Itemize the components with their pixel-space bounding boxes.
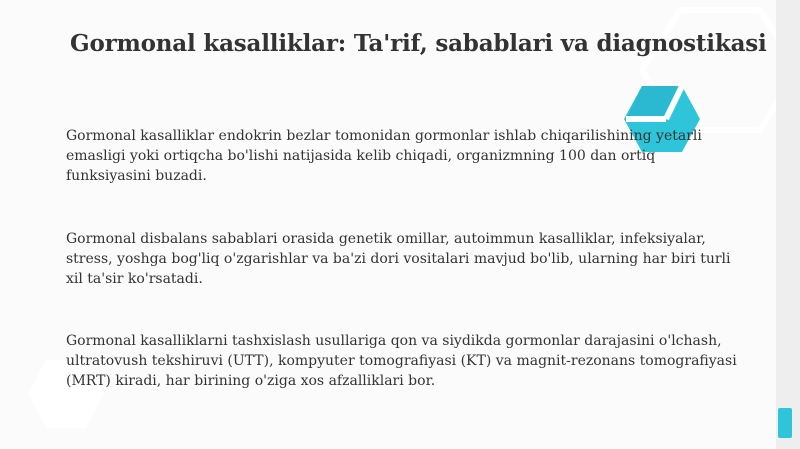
slide-title: Gormonal kasalliklar: Ta'rif, sabablari va diagnostikasi (70, 30, 767, 57)
slide-position-marker[interactable] (778, 408, 792, 438)
paragraph-diagnostics: Gormonal kasalliklarni tashxislash usullariga qon va siydikda gormonlar darajasini o'lchash, ultratovush tekshiruvi (UTT), kompyuter tomografiyasi (KT) va magnit-rezonans tomografiyasi (MRT) kiradi, har birining o'ziga xos afzalliklari bor. (66, 333, 737, 389)
paragraph-causes: Gormonal disbalans sabablari orasida genetik omillar, autoimmun kasalliklar, infeksiyalar, stress, yoshga bog'liq o'zgarishlar va ba'zi dori vositalari mavjud bo'lib, ularning har biri turli xil ta'sir ko'rsatadi. (66, 231, 731, 287)
side-scrollbar-track[interactable] (776, 0, 800, 449)
paragraph-definition: Gormonal kasalliklar endokrin bezlar tomonidan gormonlar ishlab chiqarilishining yetarli emasligi yoki ortiqcha bo'lishi natijasida kelib chiqadi, organizmning 100 dan ortiq funksiyasini buzadi. (66, 128, 702, 184)
